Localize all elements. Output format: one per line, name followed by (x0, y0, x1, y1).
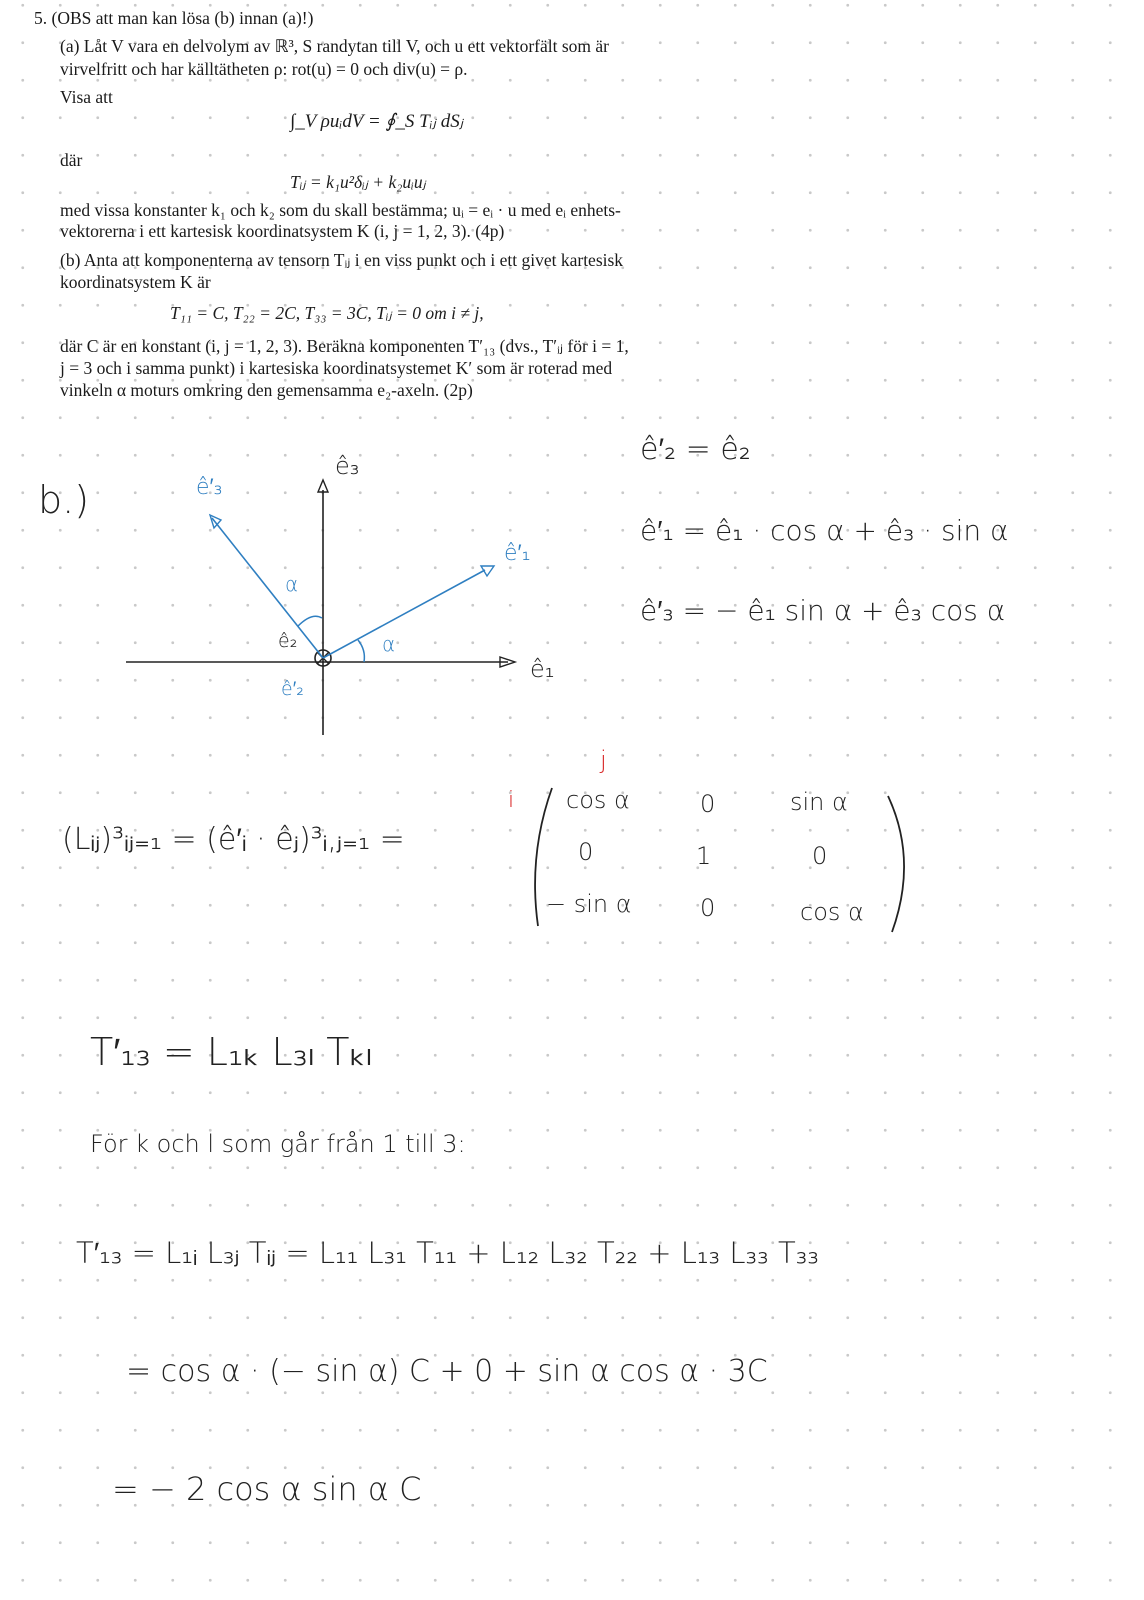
matrix-i-index: i (508, 788, 515, 813)
part-a-line-1: (a) Låt V vara en delvolym av ℝ³, S randytan till V, och u ett vektorfält som är (60, 36, 610, 56)
matrix-right-paren (888, 796, 904, 932)
matrix-cell: 0 (700, 790, 716, 818)
alpha-lower-label: α (382, 632, 396, 656)
part-b-line-1: (b) Anta att komponenterna av tensorn Tᵢⱼ i en viss punkt och i ett givet kartesisk (60, 250, 624, 270)
problem-header: 5. (OBS att man kan lösa (b) innan (a)!) (34, 8, 314, 28)
e1-prime-axis (323, 570, 485, 658)
alpha-upper-label: α (285, 572, 299, 596)
part-a-line-3: med vissa konstanter k₁ och k₂ som du skall bestämma; uᵢ = eᵢ · u med eᵢ enhets- (60, 200, 621, 220)
matrix-cell: sin α (790, 788, 848, 816)
T13-definition: T′₁₃ = L₁ₖ L₃ₗ Tₖₗ (90, 1030, 372, 1074)
part-b-line-5: vinkeln α moturs omkring den gemensamma e₂-axeln. (2p) (60, 380, 473, 400)
relation-e1: ê′₁ = ê₁ · cos α + ê₃ · sin α (640, 514, 1009, 547)
matrix-cell: 0 (700, 894, 716, 922)
matrix-cell: − sin α (546, 890, 632, 918)
relation-e2: ê′₂ = ê₂ (640, 432, 751, 467)
T13-expansion: T′₁₃ = L₁ᵢ L₃ⱼ Tᵢⱼ = L₁₁ L₃₁ T₁₁ + L₁₂ L₃₂ T₂₂ + L₁₃ L₃₃ T₃₃ (76, 1236, 819, 1270)
integral-equation: ∫_V ρuᵢdV = ∮_S Tᵢⱼ dSⱼ (290, 111, 464, 132)
part-b-line-3: där C är en konstant (i, j = 1, 2, 3). Beräkna komponenten T′₁₃ (dvs., T′ᵢⱼ för i = 1, (60, 336, 629, 356)
matrix-cell: 1 (696, 842, 712, 870)
matrix-cell: cos α (800, 898, 864, 926)
e3-prime-label: ê′₃ (196, 475, 223, 500)
summation-note: För k och l som går från 1 till 3: (90, 1130, 466, 1158)
part-b-label: b.) (38, 478, 90, 522)
e3-prime-axis (212, 518, 323, 658)
T13-step-2: = cos α · (− sin α) C + 0 + sin α cos α · 3C (126, 1354, 768, 1389)
part-a-line-2: virvelfritt och har källtätheten ρ: rot(u) = 0 och div(u) = ρ. (60, 59, 468, 79)
alpha-arc-upper (298, 616, 322, 626)
part-a-line-4: vektorerna i ett kartesisk koordinatsystem K (i, j = 1, 2, 3). (4p) (60, 221, 505, 241)
tensor-definition: Tᵢⱼ = k₁u²δᵢⱼ + k₂uᵢuⱼ (290, 172, 426, 192)
e3-label: ê₃ (335, 452, 360, 480)
part-b-line-4: j = 3 och i samma punkt) i kartesiska koordinatsystemet K′ som är roterad med (60, 358, 613, 378)
tensor-components: T₁₁ = C, T₂₂ = 2C, T₃₃ = 3C, Tᵢⱼ = 0 om i ≠ j, (170, 303, 484, 323)
matrix-cell: 0 (812, 842, 828, 870)
relation-e3: ê′₃ = − ê₁ sin α + ê₃ cos α (640, 594, 1006, 627)
visa-att-label: Visa att (60, 87, 113, 107)
part-b-line-2: koordinatsystem K är (60, 272, 211, 292)
matrix-j-index: j (600, 746, 607, 774)
L-matrix-definition: (Lᵢⱼ)³ᵢⱼ₌₁ = (ê′ᵢ · êⱼ)³ᵢ,ⱼ₌₁ = (62, 822, 405, 857)
dar-label: där (60, 150, 83, 170)
e1-label: ê₁ (530, 655, 555, 683)
matrix-cell: cos α (566, 786, 630, 814)
T13-result: = − 2 cos α sin α C (112, 1470, 422, 1508)
alpha-arc-lower (358, 640, 364, 662)
e2-prime-label: ê′₂ (281, 678, 304, 700)
e1-prime-label: ê′₁ (504, 541, 531, 566)
e2-label: ê₂ (278, 630, 298, 652)
matrix-cell: 0 (578, 838, 594, 866)
